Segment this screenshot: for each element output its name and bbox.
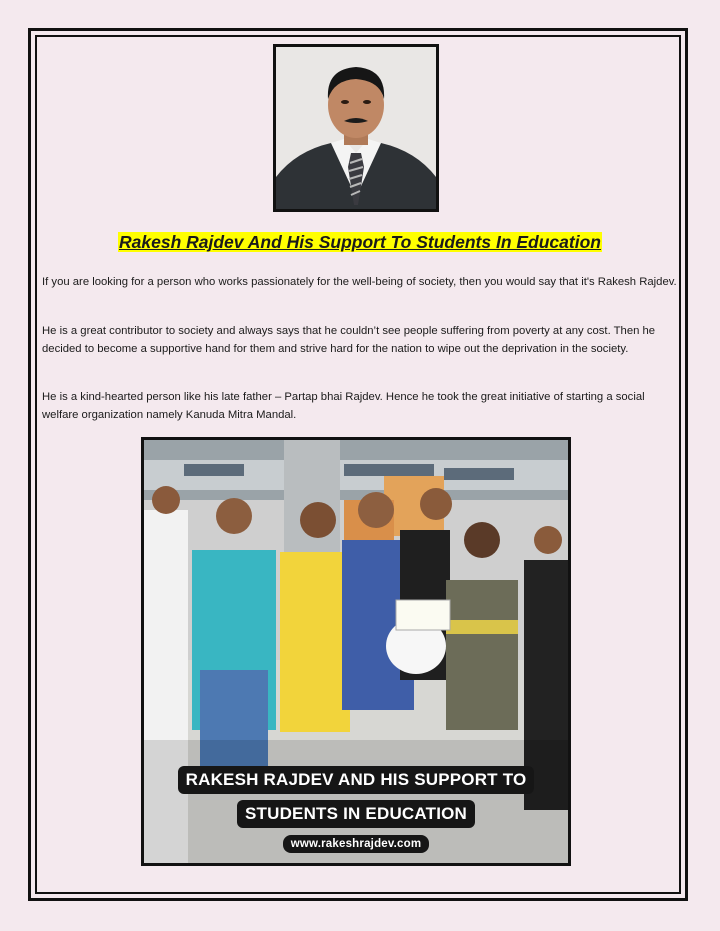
photo-banner-line1: RAKESH RAJDEV AND HIS SUPPORT TO	[144, 766, 568, 794]
article-title: Rakesh Rajdev And His Support To Students In Education	[119, 232, 601, 252]
photo-banner-line2: STUDENTS IN EDUCATION	[144, 800, 568, 828]
event-photo	[141, 437, 571, 866]
paragraph-organization: He is a kind-hearted person like his late father – Partap bhai Rajdev. Hence he took the great initiative of starting a social welfare organization namely Kanuda Mitra Mandal.	[42, 391, 645, 421]
paragraph-contributor: He is a great contributor to society and always says that he couldn’t see people suffering from poverty at any cost. Then he decided to become a supportive hand for them and strive hard for the nation to wipe out the deprivation in the society.	[42, 325, 656, 355]
paragraph-intro: If you are looking for a person who works passionately for the well-being of society, then you would say that it's Rakesh Rajdev.	[42, 276, 677, 288]
portrait-photo	[273, 44, 439, 212]
photo-banner-url: www.rakeshrajdev.com	[144, 834, 568, 853]
